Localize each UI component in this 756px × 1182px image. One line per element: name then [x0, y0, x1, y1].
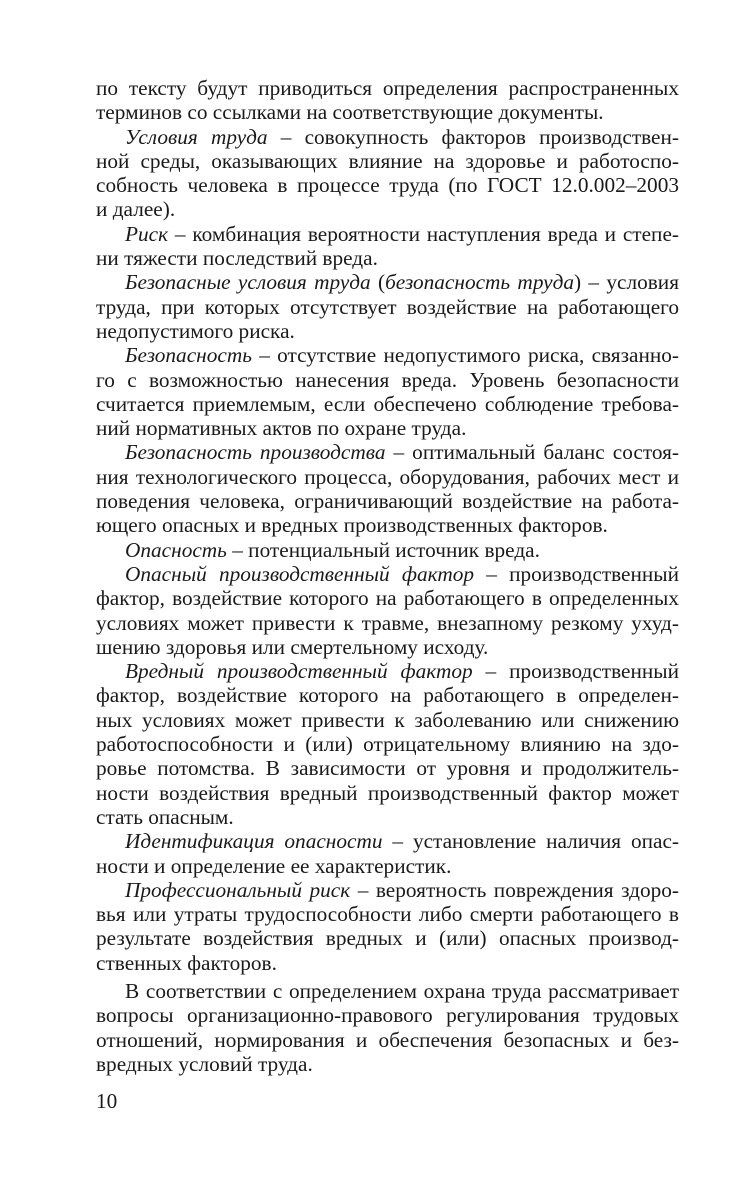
term: безопасность труда	[385, 270, 574, 295]
term: Безопасность	[125, 343, 252, 368]
term: Риск	[125, 221, 169, 246]
text-line: ровье потомства. В зависимости от уровня и продолжитель-	[96, 756, 679, 781]
definition-safety	[96, 343, 679, 367]
definition-text: оптимальный баланс состоя-	[412, 440, 679, 465]
dash: –	[474, 561, 510, 586]
text-line: го с возможностью нанесения вреда. Уровень безопасности	[96, 367, 679, 392]
term: Идентификация опасности	[125, 829, 383, 854]
text-line: ных условиях может привести к заболеванию или снижению	[96, 707, 679, 732]
text-line: фактор, воздействие которого на работающего в определен-	[96, 683, 679, 708]
text-line: вредных условий труда.	[96, 1051, 313, 1076]
text-line: недопустимого риска.	[96, 318, 295, 343]
text-line: стать опасным.	[96, 804, 234, 829]
text-line: ности и определение ее характеристик.	[96, 853, 452, 878]
dash: –	[382, 829, 413, 854]
definition-occupational-risk	[96, 878, 679, 902]
definition-text: комбинация вероятности наступления вреда и степе-	[192, 221, 680, 246]
paren-open: (	[370, 270, 386, 295]
term: Опасность	[125, 537, 227, 562]
text-line: собность человека в процессе труда (по ГОСТ 12.0.002–2003	[96, 173, 679, 198]
definition-text: совокупность факторов производствен-	[304, 124, 680, 149]
definition-text: отсутствие недопустимого риска, связанно-	[277, 343, 679, 368]
text-line: поведения человека, ограничивающий воздействие на работа-	[96, 489, 679, 514]
definition-text: производственный	[509, 561, 680, 586]
term: Профессиональный риск	[125, 877, 351, 902]
dash: –	[472, 659, 510, 684]
text-line: ственных факторов.	[96, 950, 277, 975]
text-line: ющего опасных и вредных производственных факторов.	[96, 513, 608, 538]
text-line: терминов со ссылками на соответствующие документы.	[96, 100, 604, 125]
dash: –	[168, 221, 193, 246]
page-body	[96, 76, 679, 1076]
text-line: фактор, воздействие которого на работающего в определенных	[96, 586, 679, 611]
dash: –	[251, 343, 278, 368]
text-line: труда, при которых отсутствует воздействие на работающего	[96, 294, 679, 319]
definition-text: установление наличия опас-	[412, 829, 679, 854]
text-line: считается приемлемым, если обеспечено соблюдение требова-	[96, 391, 679, 416]
text-line: ной среды, оказывающих влияние на здоровье и работоспо-	[96, 148, 679, 173]
definition-text: потенциальный источник вреда.	[248, 537, 540, 562]
dash: –	[267, 124, 305, 149]
dash: –	[350, 877, 376, 902]
text-line: ний нормативных актов по охране труда.	[96, 416, 467, 441]
text-line: результате воздействия вредных и (или) опасных производ-	[96, 926, 679, 951]
dash: –	[581, 270, 607, 295]
text-line: В соответствии с определением охрана труда рассматривает	[125, 978, 679, 1003]
definition-hazard-identification	[96, 829, 679, 853]
text-line: по тексту будут приводиться определения распространенных	[96, 76, 679, 100]
definition-production-safety	[96, 440, 679, 464]
term: Условия труда	[125, 124, 268, 149]
term: Безопасные условия труда	[125, 270, 371, 295]
text-line: условиях может привести к травме, внезапному резкому ухуд-	[96, 610, 679, 635]
term: Безопасность производства	[125, 440, 386, 465]
definition-hazard	[96, 538, 679, 562]
text-line: работоспособности и (или) отрицательному влиянию на здо-	[96, 732, 679, 757]
text-line: и далее).	[96, 197, 176, 222]
text-line: ности воздействия вредный производственный фактор может	[96, 780, 679, 805]
definition-text: производственный	[509, 659, 679, 684]
definition-safe-conditions	[96, 270, 679, 294]
definition-harmful-factor	[96, 659, 679, 683]
text-line: вья или утраты трудоспособности либо смерти работающего в	[96, 902, 679, 927]
definition-text: вероятность повреждения здоро-	[375, 877, 679, 902]
dash: –	[385, 440, 413, 465]
definition-text: условия	[606, 270, 679, 295]
paren-close: )	[574, 270, 582, 295]
definition-risk	[96, 222, 679, 246]
text-line: вопросы организационно-правового регулирования трудовых	[96, 1003, 679, 1028]
page-number: 10	[96, 1089, 118, 1113]
text-line: ния технологического процесса, оборудования, рабочих мест и	[96, 464, 679, 489]
text-line: отношений, нормирования и обеспечения безопасных и без-	[96, 1027, 679, 1052]
term: Вредный производственный фактор	[125, 659, 473, 684]
definition-dangerous-factor	[96, 562, 679, 586]
dash: –	[226, 537, 249, 562]
text-line: ни тяжести последствий вреда.	[96, 246, 378, 271]
text-line: шению здоровья или смертельному исходу.	[96, 634, 489, 659]
definition-conditions-of-labor	[96, 125, 679, 149]
term: Опасный производственный фактор	[125, 561, 475, 586]
